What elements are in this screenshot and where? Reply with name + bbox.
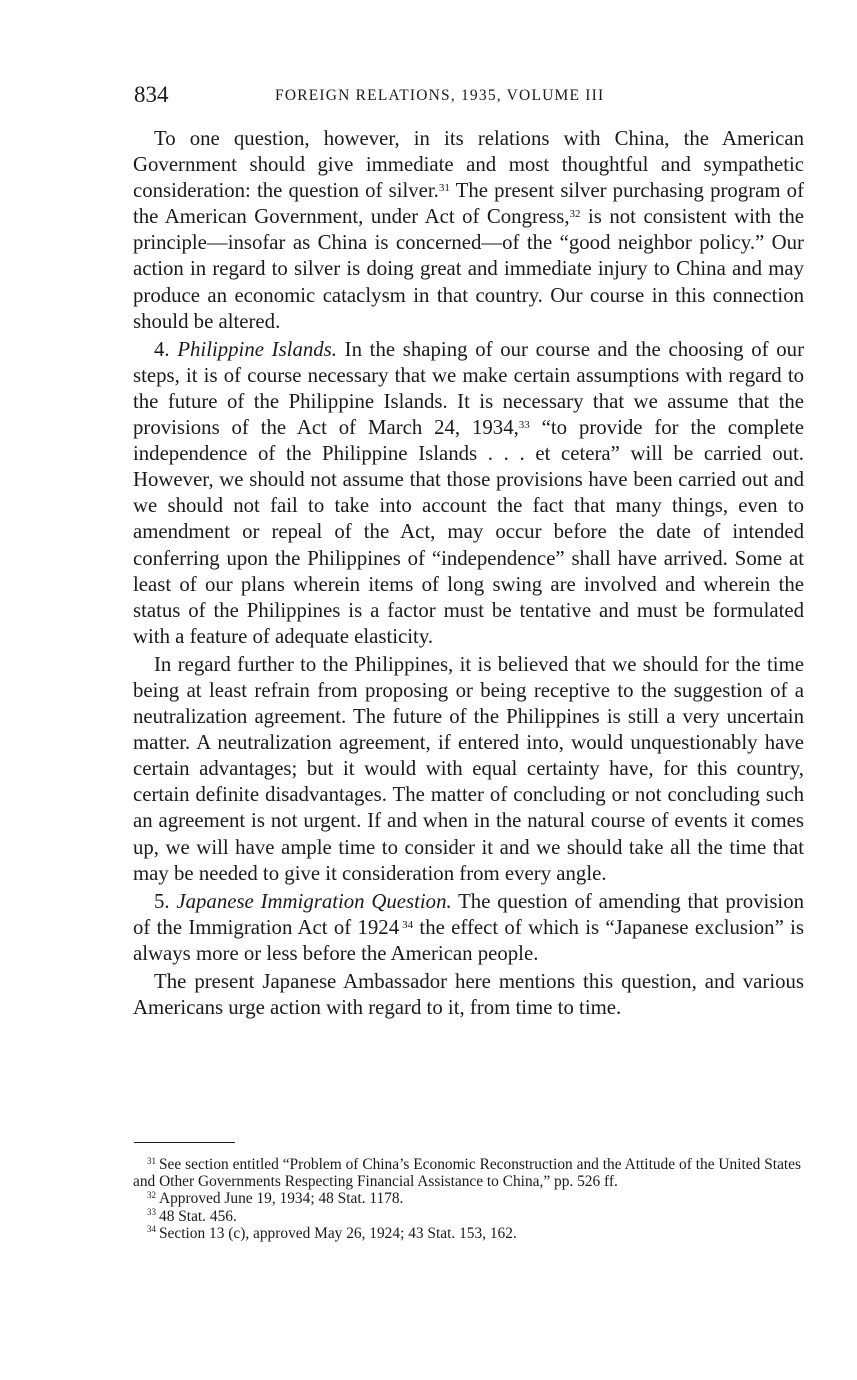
footnote-divider — [134, 1142, 235, 1143]
footnote-text: Approved June 19, 1934; 48 Stat. 1178. — [159, 1190, 404, 1208]
running-head — [134, 80, 804, 112]
footnote-ref-32: 32 — [569, 208, 581, 221]
footnotes — [133, 1156, 801, 1242]
paragraph-silver — [133, 126, 804, 335]
paragraph-text: In regard further to the Philippines, it is believed that we should for the time being at least refrain from proposing or being receptive to the suggestion of a neutralization agreement. The future of the Philippines is still a very uncertain matter. A neutralization agreement, if entered into, would unquestionably have certain advantages; but it would with equal certainty have, for this country, certain definite disadvantages. The matter of concluding or not concluding such an agreement is not urgent. If and when in the natural course of events it comes up, we will have ample time to consider it and we should take all the time that may be needed to give it consideration from every angle. — [133, 652, 804, 885]
footnote-text: See section entitled “Problem of China’s Economic Reconstruction and the Attitude of the United States and Other Governments Respecting Financial Assistance to China,” pp. 526 ff. — [133, 1156, 801, 1191]
section-heading: Japanese Immigration Question. — [176, 889, 452, 913]
paragraph-text: “to provide for the complete independence of the Philippine Islands . . . et cetera” will be carried out. However, we should not assume that those provisions have been carried out and we should not fail to take into account the fact that many things, even to amendment or repeal of the Act, may occur before the date of intended conferring upon the Philippines of “independence” shall have arrived. Some at least of our plans wherein items of long swing are involved and wherein the status of the Philippines is a factor must be tentative and must be formulated with a feature of adequate elasticity. — [133, 416, 804, 648]
page-number: 834 — [134, 82, 169, 107]
paragraph-japanese-immigration — [133, 889, 804, 967]
section-number: 4. — [154, 337, 178, 361]
paragraph-text: is not consistent with the principle—insofar as China is concerned—of the “good neighbor policy.” Our action in regard to silver is doing great and immediate injury to China and may produce an economic cataclysm in that country. Our course in this connection should be altered. — [133, 205, 804, 333]
footnote-number: 33 — [147, 1207, 156, 1218]
footnote-33 — [133, 1208, 801, 1225]
paragraph-text: To one question, however, in its relations with China, the American Government should give immediate and most thoughtful and sympathetic consideration: the question of silver. — [133, 127, 804, 203]
body-text — [133, 126, 804, 1021]
paragraph-ambassador — [133, 969, 804, 1021]
paragraph-text: The present silver purchasing program of the American Government, under Act of Congress, — [133, 179, 804, 229]
footnote-text: Section 13 (c), approved May 26, 1924; 43 Stat. 153, 162. — [159, 1224, 517, 1242]
footnote-ref-33: 33 — [518, 418, 530, 431]
footnote-32 — [133, 1190, 801, 1207]
footnote-ref-34: 34 — [402, 918, 414, 931]
paragraph-text: the effect of which is “Japanese exclusion” is always more or less before the American people. — [133, 915, 804, 965]
paragraph-text: The question of amending that provision of the Immigration Act of 1924 — [133, 889, 804, 939]
paragraph-text: In the shaping of our course and the choosing of our steps, it is of course necessary that we make certain assumptions with regard to the future of the Philippine Islands. It is necessary that we assume that the provisions of the Act of March 24, 1934, — [133, 337, 805, 440]
running-title: FOREIGN RELATIONS, 1935, VOLUME III — [275, 87, 605, 104]
paragraph-philippine-islands — [133, 337, 804, 650]
footnote-number: 32 — [147, 1190, 156, 1201]
paragraph-neutralization — [133, 652, 804, 887]
footnote-text: 48 Stat. 456. — [159, 1207, 237, 1225]
footnote-34 — [133, 1225, 801, 1242]
paragraph-text: The present Japanese Ambassador here mentions this question, and various Americans urge action with regard to it, from time to time. — [133, 970, 804, 1020]
section-number: 5. — [154, 889, 177, 913]
footnote-31 — [133, 1156, 801, 1190]
section-heading: Philippine Islands. — [177, 337, 337, 361]
footnote-number: 31 — [147, 1155, 156, 1166]
footnote-number: 34 — [147, 1224, 156, 1235]
footnote-ref-31: 31 — [438, 182, 450, 195]
